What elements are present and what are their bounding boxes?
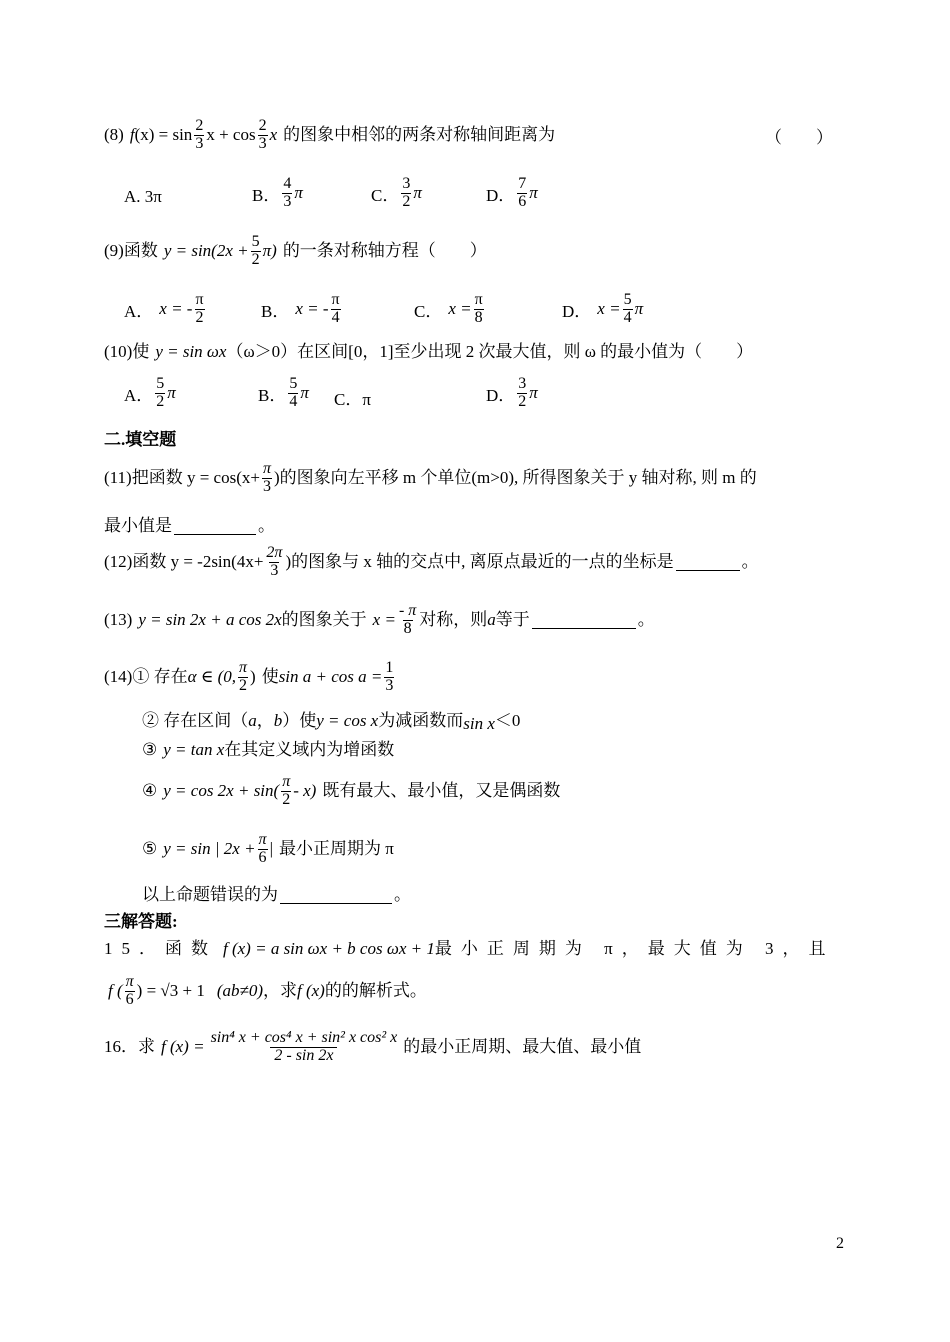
q9-option-a: A． x = - $\frac{\pi}{2}$	[124, 291, 204, 326]
page-number: 2	[836, 1235, 844, 1252]
section-answer-heading: 三解答题:	[104, 912, 178, 931]
q8-option-b: B． $\frac{4}{3}$ π	[252, 175, 303, 210]
q9-option-c: C． x = $\frac{\pi}{8}$	[414, 291, 483, 326]
q8-option-d: D． $\frac{7}{6}$ π	[486, 175, 538, 210]
q10-option-a: A． $\frac{5}{2}$ π	[124, 375, 176, 410]
q15-condition: f ( $\frac{\pi}{6}$ ) = √3 + 1 (ab≠0) ，求 f (x) 的的解析式。	[108, 973, 427, 1008]
q14-item-2: ② 存在区间（ a ， b ）使 y = cos x 为减函数而 sin x ＜0	[142, 711, 521, 733]
q10-option-d: D． $\frac{3}{2}$ π	[486, 375, 538, 410]
q8-option-a: A. 3π	[124, 187, 162, 206]
q15-stem: 15．函数 f (x) = a sin ωx + b cos ωx + 1 最小正周期为 π，最大值为 3，且	[104, 939, 835, 958]
q8-text: 的图象中相邻的两条对称轴间距离为	[283, 125, 556, 145]
q13-answer-blank[interactable]	[532, 627, 636, 629]
q14-conclusion: 以上命题错误的为 。	[142, 885, 411, 904]
q14-item-5: ⑤ y = sin | 2x + $\frac{\pi}{6}$ | 最小正周期为 π	[142, 831, 394, 866]
q8-option-c: C． $\frac{3}{2}$ π	[371, 175, 422, 210]
q14-item-3: ③ y = tan x 在其定义域内为增函数	[142, 740, 395, 759]
q12-answer-blank[interactable]	[676, 569, 740, 571]
q13-stem: (13) y = sin 2x + a cos 2x 的图象关于 x = $\frac{- \pi}{8}$ 对称，则 a 等于 。	[104, 602, 655, 637]
q14-item-4: ④ y = cos 2x + sin( $\frac{\pi}{2}$ - x) 既有最大、最小值，又是偶函数	[142, 773, 561, 808]
section-fill-in-heading: 二.填空题	[104, 430, 177, 449]
q8-number: (8)	[104, 125, 124, 145]
q16-stem: 16．求 f (x) = $\frac{\text{sin⁴ x + cos⁴ x + sin² x cos² x}}{2 - \sin 2x}$ 的最小正周期、最大值、最小值	[104, 1029, 642, 1064]
q8-answer-paren: （ ）	[765, 128, 833, 147]
q9-option-d: D． x = $\frac{5}{4}$ π	[562, 291, 644, 326]
q14-item-1: (14)① 存在 α ∈ (0, $\frac{\pi}{2}$ ) 使 sin a + cos a = $\frac{1}{3}$	[104, 659, 394, 694]
q8-fraction-2: $\frac{2}{3}$	[258, 117, 267, 152]
q8-fraction-1: $\frac{2}{3}$	[195, 117, 204, 152]
q11-line2: 最小值是 。	[104, 516, 275, 535]
q11-stem: (11)把函数 y = cos(x+ $\frac{\pi}{3}$ )的图象向左平移 m 个单位(m>0), 所得图象关于 y 轴对称, 则 m 的	[104, 460, 757, 495]
q12-stem: (12)函数 y = -2sin(4x+ $\frac{2\pi}{3}$ )的图象与 x 轴的交点中, 离原点最近的一点的坐标是 。	[104, 544, 759, 579]
q16-fraction: $\frac{\text{sin⁴ x + cos⁴ x + sin² x cos² x}}{2 - \sin 2x}$	[210, 1029, 398, 1064]
q10-option-c: C．π	[334, 390, 371, 409]
q9-option-b: B． x = - $\frac{\pi}{4}$	[261, 291, 340, 326]
q11-answer-blank[interactable]	[174, 533, 256, 535]
q9-stem: (9)函数 y = sin(2x + $\frac{5}{2}$ π) 的一条对称轴方程（ ）	[104, 233, 487, 268]
q8-stem: (8) f (x) = sin $\frac{2}{3}$ x + cos $\frac{2}{3}$ x 的图象中相邻的两条对称轴间距离为	[104, 117, 556, 152]
q10-option-b: B． $\frac{5}{4}$ π	[258, 375, 309, 410]
q14-answer-blank[interactable]	[280, 902, 392, 904]
q10-stem: (10)使 y = sin ωx （ω＞0）在区间[0，1]至少出现 2 次最大值，则 ω 的最小值为（ ）	[104, 342, 754, 361]
